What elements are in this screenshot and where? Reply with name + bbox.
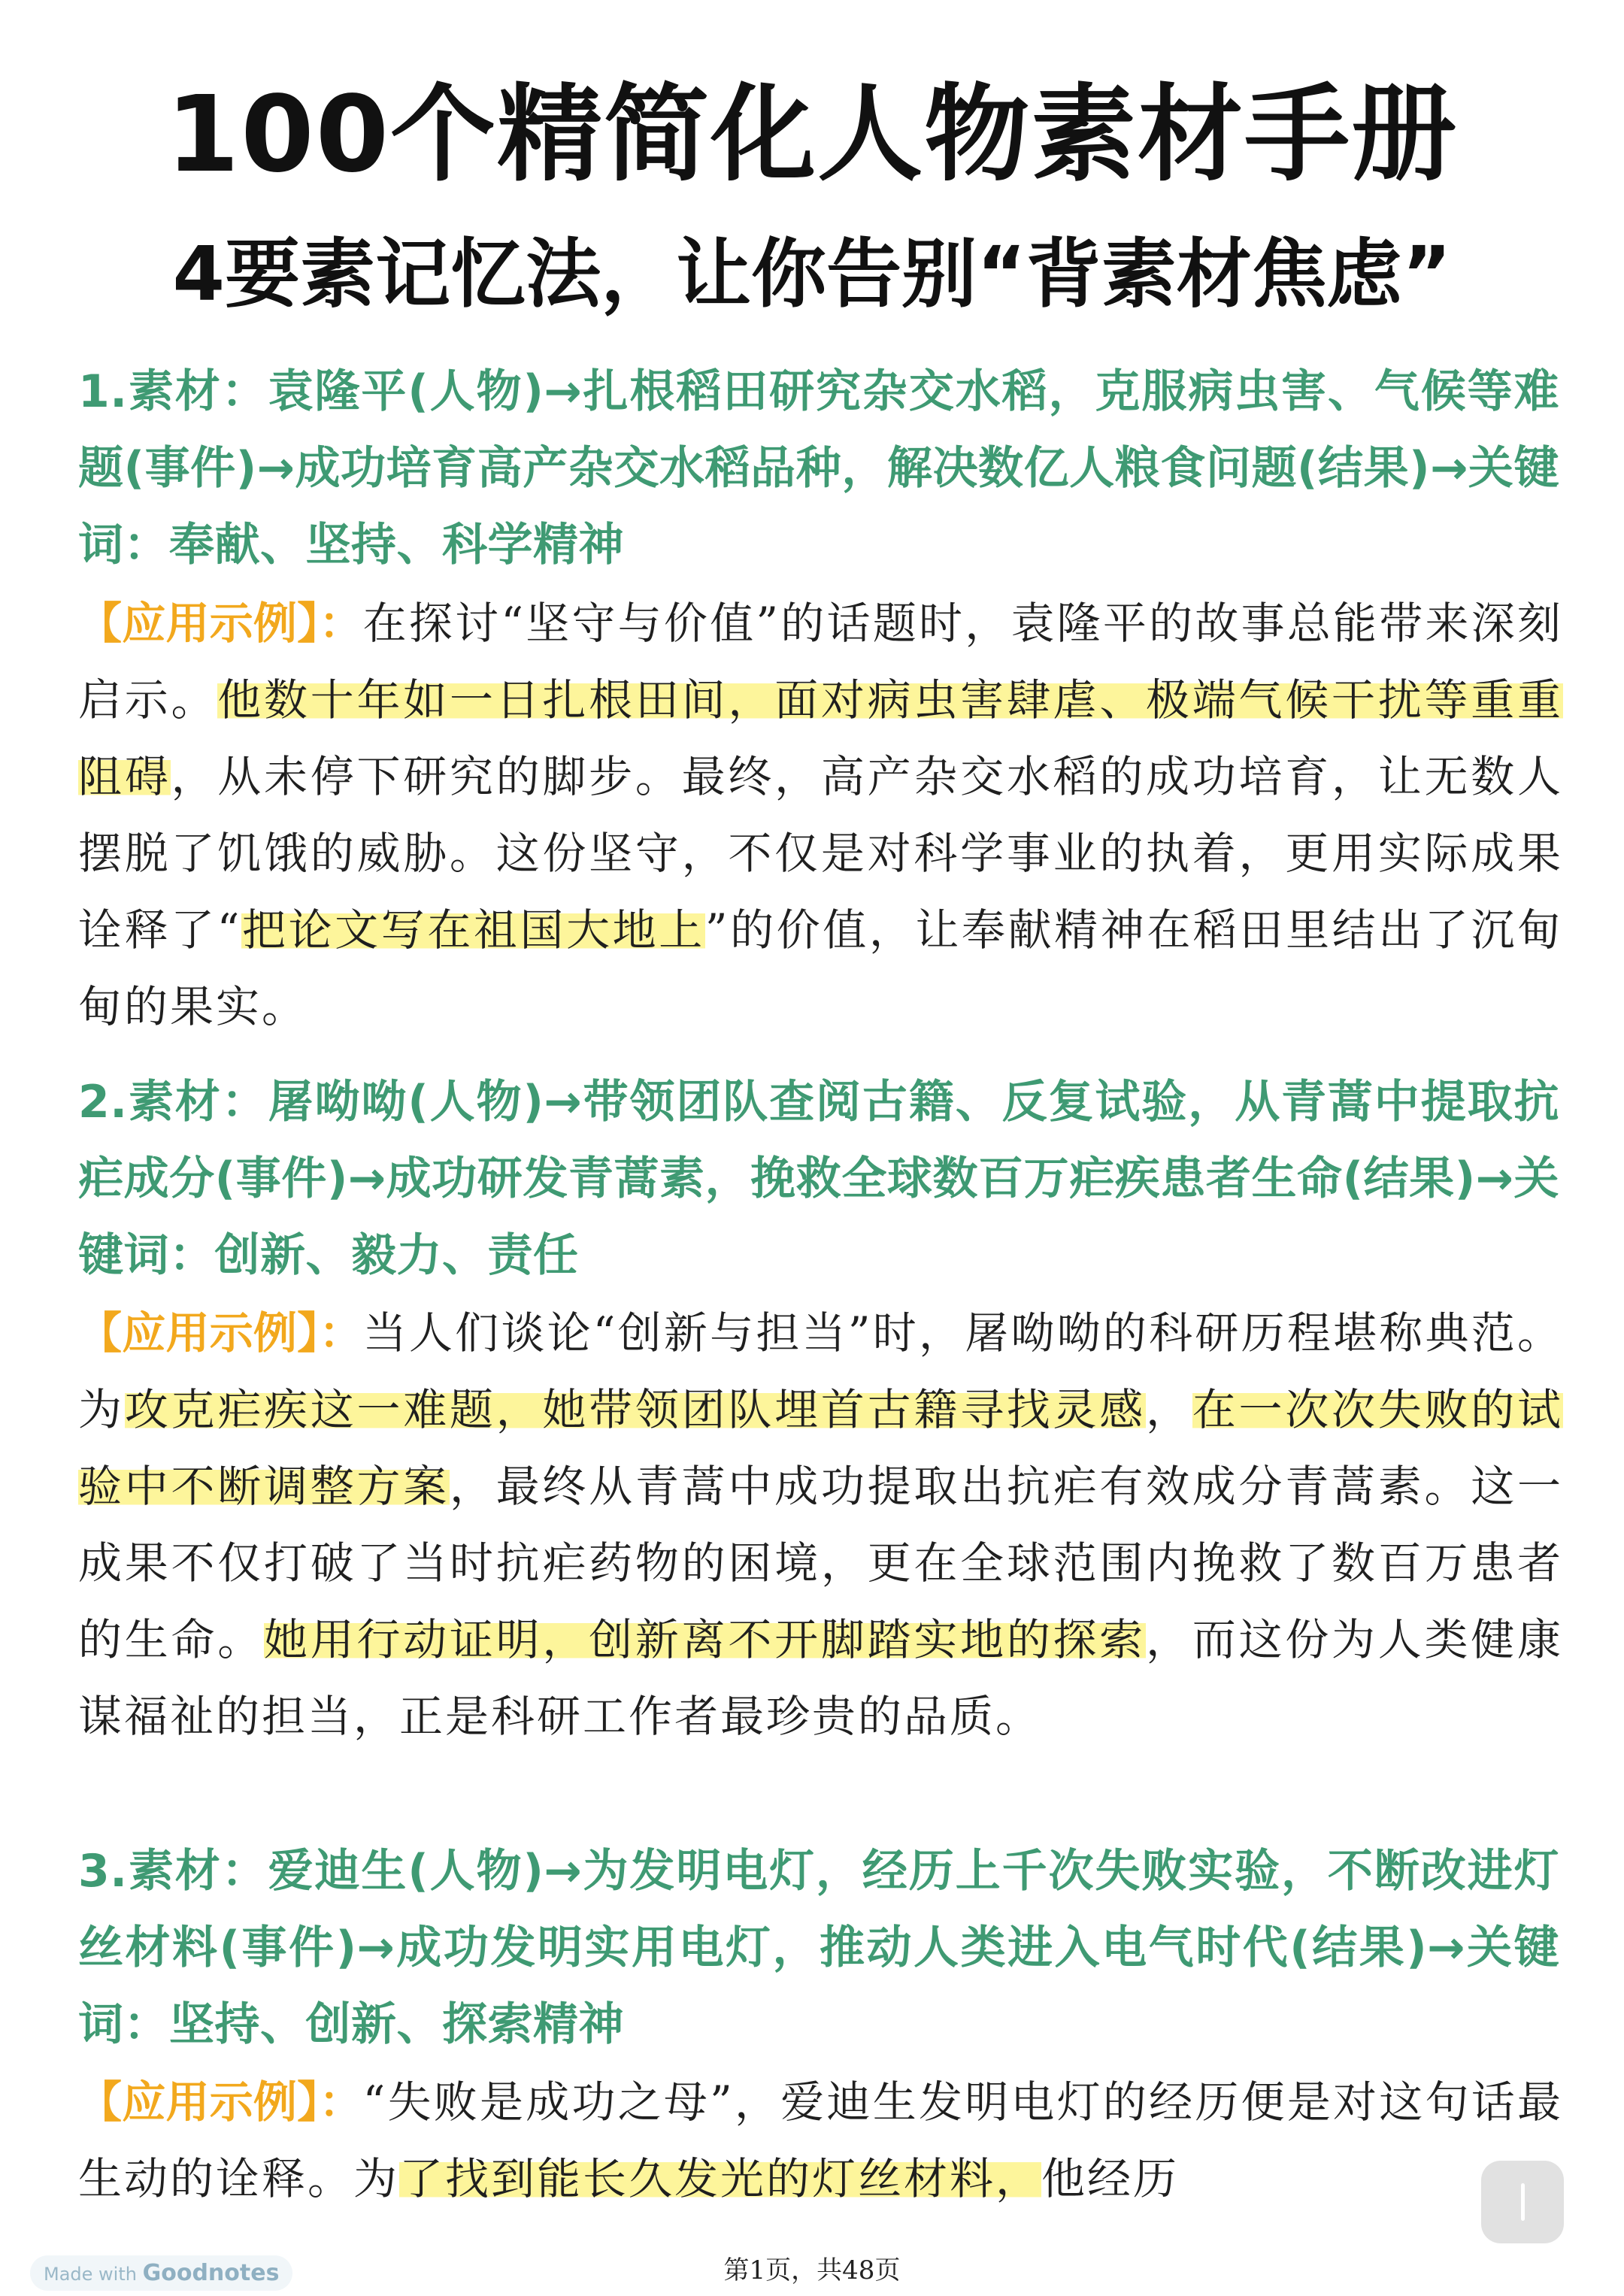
example-text: ， bbox=[1146, 1384, 1192, 1435]
example-label: 【应用示例】： bbox=[78, 1307, 363, 1359]
goodnotes-watermark bbox=[30, 2255, 292, 2291]
example-text: 在探讨“坚守与价值”的话题时，袁隆平的故事总能带来深刻启示。 bbox=[78, 598, 1563, 725]
example-text: ，而这份为人类健康谋福祉的担当，正是科研工作者最珍贵的品质。 bbox=[78, 1614, 1563, 1742]
page-subtitle: 4要素记忆法，让你告别“背素材焦虑” bbox=[172, 230, 1452, 318]
highlight: 她用行动证明，创新离不开脚踏实地的探索 bbox=[263, 1614, 1147, 1665]
example-label: 【应用示例】： bbox=[78, 598, 363, 649]
page-title: 100个精简化人物素材手册 bbox=[165, 74, 1459, 196]
scroll-handle-icon[interactable] bbox=[1481, 2161, 1564, 2243]
page-number: 第1页，共48页 bbox=[723, 2255, 901, 2285]
example-text: “失败是成功之母”，爱迪生发明电灯的经历便是对这句话最生动的诠释。为 bbox=[78, 2076, 1563, 2204]
highlight: 了找到能长久发光的灯丝材料， bbox=[399, 2153, 1042, 2204]
material-3: 3.素材：爱迪生(人物)→为发明电灯，经历上千次失败实验，不断改进灯丝材料(事件)→成功发明实用电灯，推动人类进入电气时代(结果)→关键词：坚持、创新、探索精神 bbox=[78, 1845, 1559, 2051]
example-text: ，从未停下研究的脚步。最终，高产杂交水稻的成功培育，让无数人摆脱了饥饿的威胁。这份坚守，不仅是对科学事业的执着，更用实际成果诠释了“ bbox=[78, 751, 1563, 956]
material-1: 1.素材：袁隆平(人物)→扎根稻田研究杂交水稻，克服病虫害、气候等难题(事件)→成功培育高产杂交水稻品种，解决数亿人粮食问题(结果)→关键词：奉献、坚持、科学精神 bbox=[78, 365, 1559, 571]
highlight: 攻克疟疾这一难题，她带领团队埋首古籍寻找灵感 bbox=[124, 1384, 1147, 1435]
example-text: ”的价值，让奉献精神在稻田里结出了沉甸甸的果实。 bbox=[78, 904, 1563, 1032]
material-2: 2.素材：屠呦呦(人物)→带领团队查阅古籍、反复试验，从青蒿中提取抗疟成分(事件)→成功研发青蒿素，挽救全球数百万疟疾患者生命(结果)→关键词：创新、毅力、责任 bbox=[78, 1076, 1559, 1282]
highlight: 他数十年如一日扎根田间，面对病虫害肆虐、极端气候干扰等重重阻碍 bbox=[78, 674, 1563, 802]
watermark-brand: Goodnotes bbox=[142, 2260, 280, 2286]
example-1 bbox=[78, 585, 1563, 1045]
example-label: 【应用示例】： bbox=[78, 2076, 363, 2128]
example-text: 他经历 bbox=[1041, 2153, 1180, 2204]
highlight: 把论文写在祖国大地上 bbox=[241, 904, 705, 956]
example-3 bbox=[78, 2064, 1563, 2217]
example-text: ，最终从青蒿中成功提取出抗疟有效成分青蒿素。这一成果不仅打破了当时抗疟药物的困境，更在全球范围内挽救了数百万患者的生命。 bbox=[78, 1461, 1563, 1665]
example-2 bbox=[78, 1295, 1563, 1755]
watermark-prefix: Made with bbox=[44, 2264, 137, 2285]
example-text: 当人们谈论“创新与担当”时，屠呦呦的科研历程堪称典范。为 bbox=[78, 1307, 1563, 1435]
highlight: 在一次次失败的试验中不断调整方案 bbox=[78, 1384, 1563, 1512]
